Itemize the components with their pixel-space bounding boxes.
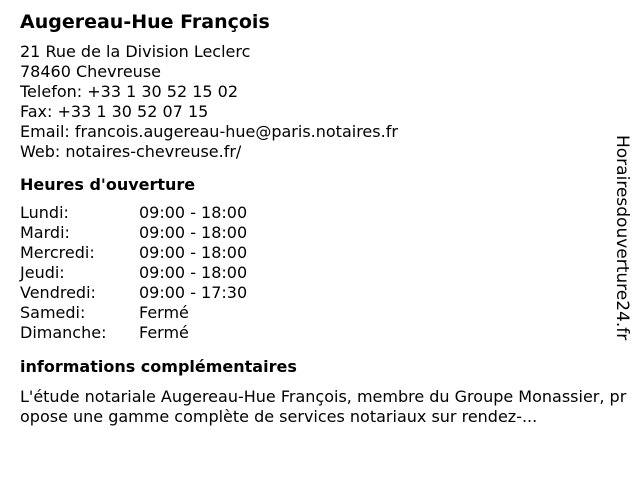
hours-row: [20, 223, 632, 243]
day-hours: Fermé: [139, 323, 189, 342]
day-label: Mardi:: [20, 223, 70, 242]
info-description: L'étude notariale Augereau-Hue François, membre du Groupe Monassier, propose une gamme complète de services notariaux sur rendez-...: [20, 387, 627, 426]
info-heading: informations complémentaires: [20, 357, 297, 376]
day-hours: 09:00 - 17:30: [139, 283, 248, 302]
phone-line[interactable]: Telefon: +33 1 30 52 15 02: [20, 82, 239, 101]
fax-line: Fax: +33 1 30 52 07 15: [20, 102, 209, 121]
hours-row: [20, 243, 632, 263]
email-line[interactable]: Email: francois.augereau-hue@paris.notaires.fr: [20, 122, 398, 141]
hours-row: [20, 303, 632, 323]
address-city: 78460 Chevreuse: [20, 62, 161, 81]
day-hours: 09:00 - 18:00: [139, 243, 248, 262]
hours-heading: Heures d'ouverture: [20, 175, 196, 194]
site-watermark: Horairesdouverture24.fr: [612, 135, 632, 341]
hours-table: [20, 203, 632, 343]
address-street: 21 Rue de la Division Leclerc: [20, 42, 251, 61]
day-label: Vendredi:: [20, 283, 96, 302]
day-label: Samedi:: [20, 303, 86, 322]
day-label: Lundi:: [20, 203, 69, 222]
hours-row: [20, 283, 632, 303]
day-hours: 09:00 - 18:00: [139, 263, 248, 282]
hours-row: [20, 323, 632, 343]
day-label: Dimanche:: [20, 323, 107, 342]
business-card: [20, 10, 632, 427]
day-hours: 09:00 - 18:00: [139, 203, 248, 222]
contact-block: [20, 42, 632, 162]
hours-row: [20, 203, 632, 223]
hours-row: [20, 263, 632, 283]
web-line[interactable]: Web: notaires-chevreuse.fr/: [20, 142, 242, 161]
day-label: Jeudi:: [20, 263, 65, 282]
day-label: Mercredi:: [20, 243, 95, 262]
business-name: Augereau-Hue François: [20, 11, 270, 33]
day-hours: Fermé: [139, 303, 189, 322]
day-hours: 09:00 - 18:00: [139, 223, 248, 242]
